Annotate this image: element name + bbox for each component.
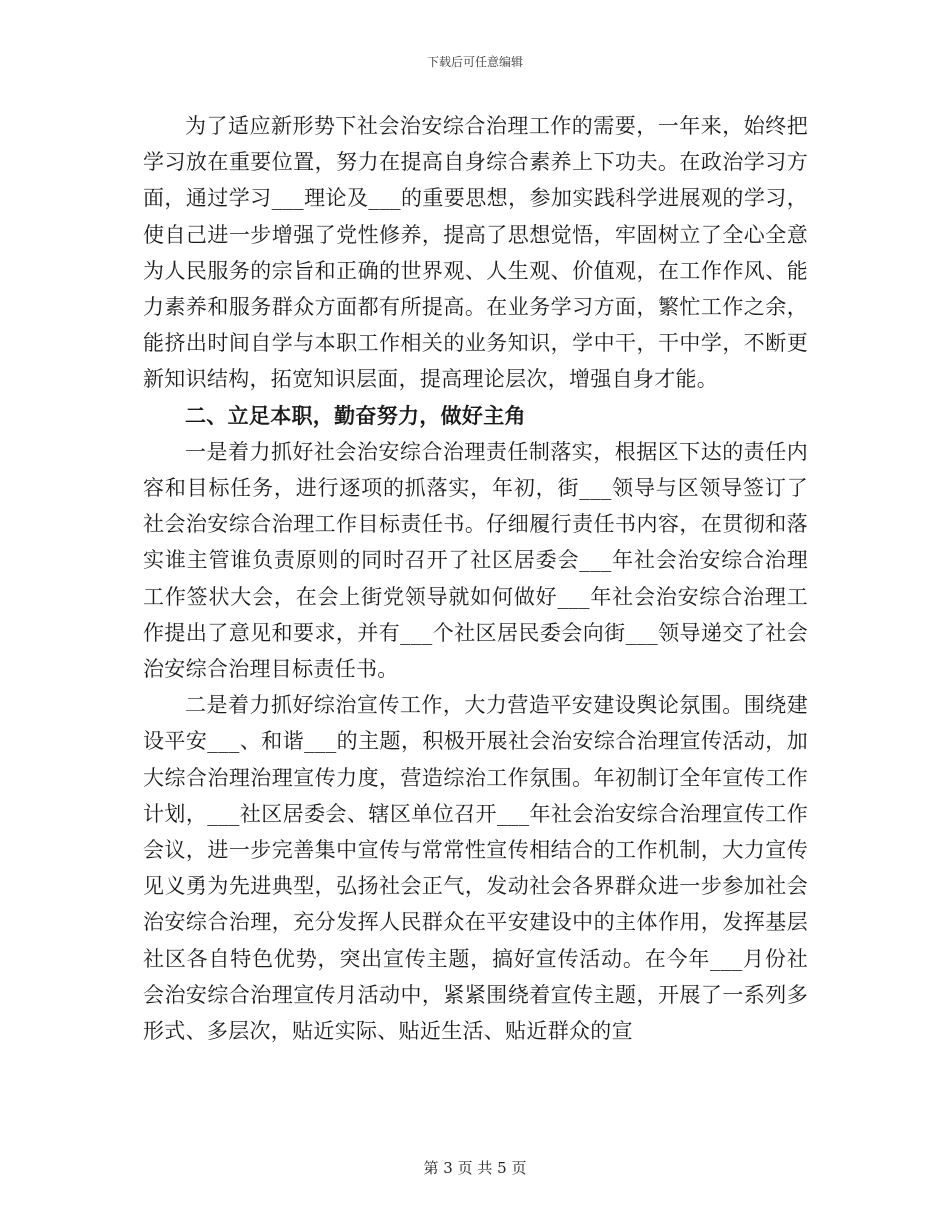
page-header: 下载后可任意编辑 — [426, 55, 523, 69]
page-number: 第 3 页 共 5 页 — [423, 1159, 527, 1177]
section-heading-2: 二、立足本职，勤奋努力，做好主角 — [185, 402, 526, 428]
paragraph-publicity: 二是着力抓好综治宣传工作，大力营造平安建设舆论氛围。围绕建设平安___、和谐___的主题，积极开展社会治安综合治理宣传活动，加大综合治理治理宣传力度，营造综治工作氛围。年初制订全年宣传工作计划，___社区居委会、辖区单位召开___年社会治安综合治理宣传工作会议，进一步完善集中宣传与常常性宣传相结合的工作机制，大力宣传见义勇为先进典型，弘扬社会正气，发动社会各界群众进一步参加社会治安综合治理，充分发挥人民群众在平安建设中的主体作用，发挥基层社区各自特色优势，突出宣传主题，搞好宣传活动。在今年___月份社会治安综合治理宣传月活动中，紧紧围绕着宣传主题，开展了一系列多形式、多层次，贴近实际、贴近生活、贴近群众的宣 — [143, 693, 808, 1044]
paragraph-study: 为了适应新形势下社会治安综合治理工作的需要，一年来，始终把学习放在重要位置，努力在提高自身综合素养上下功夫。在政治学习方面，通过学习___理论及___的重要思想，参加实践科学进展观的学习，使自己进一步增强了党性修养，提高了思想觉悟，牢固树立了全心全意为人民服务的宗旨和正确的世界观、人生观、价值观，在工作作风、能力素养和服务群众方面都有所提高。在业务学习方面，繁忙工作之余，能挤出时间自学与本职工作相关的业务知识，学中干，干中学，不断更新知识结构，拓宽知识层面，提高理论层次，增强自身才能。 — [143, 114, 808, 392]
document-body — [143, 108, 808, 1049]
paragraph-responsibility: 一是着力抓好社会治安综合治理责任制落实，根据区下达的责任内容和目标任务，进行逐项的抓落实，年初，街___领导与区领导签订了社会治安综合治理工作目标责任书。仔细履行责任书内容，在贯彻和落实谁主管谁负责原则的同时召开了社区居委会___年社会治安综合治理工作签状大会，在会上街党领导就如何做好___年社会治安综合治理工作提出了意见和要求，并有___个社区居民委会向街___领导递交了社会治安综合治理目标责任书。 — [143, 439, 808, 682]
